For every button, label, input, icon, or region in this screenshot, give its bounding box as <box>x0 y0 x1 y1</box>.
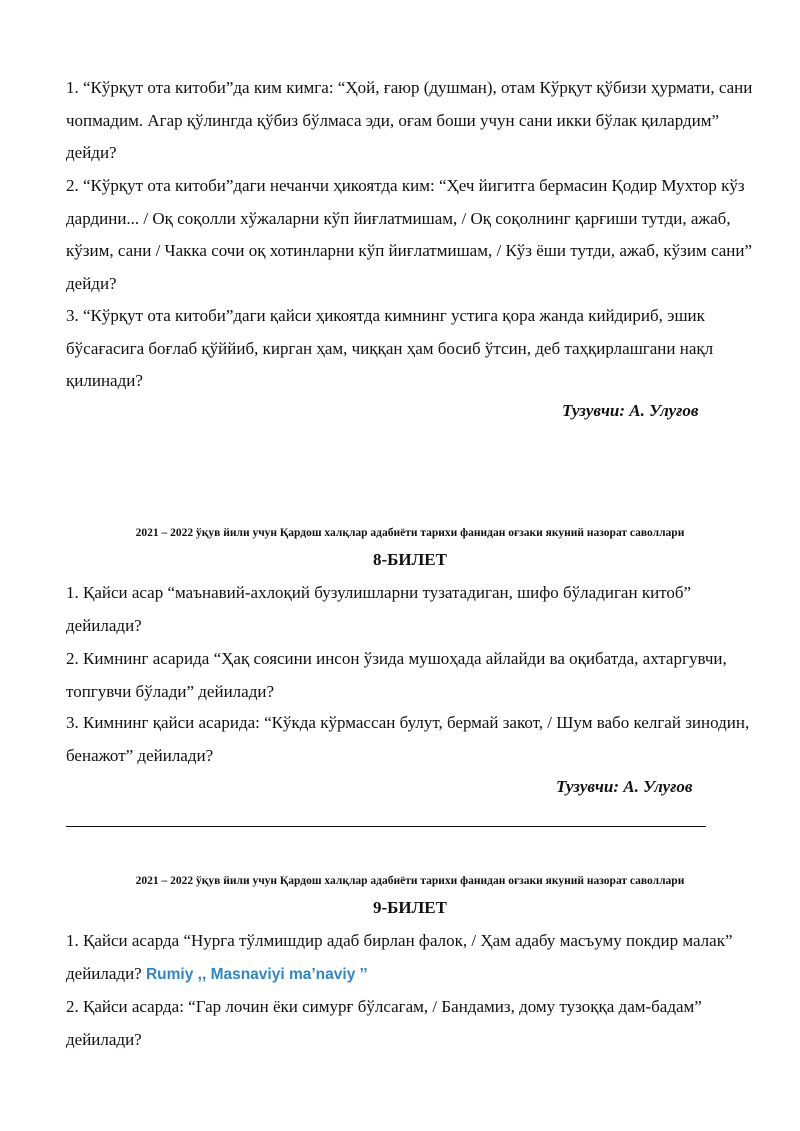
author-signature: Тузувчи: А. Улуғов <box>562 401 699 420</box>
ticket7-question-2: 2. “Кўрқут ота китоби”даги нечанчи ҳикоятда ким: “Ҳеч йигитга бермасин Қодир Мухтор кўз дардини... / Оқ соқолли хўжаларни кўп йиғлатмишам, / Оқ соқолнинг қарғиши тутди, ажаб, кўзим, сани / Чакка сочи оқ хотинларни кўп йиғлатмишам, / Кўз ёши тутди, ажаб, кўзим сани” дейди? <box>66 176 753 293</box>
ticket8-question-1: 1. Қайси асар “маънавий-ахлоқий бузулишларни тузатадиган, шифо бўладиган китоб” дейилади? <box>66 583 692 635</box>
section-divider <box>66 826 706 827</box>
ticket-title-9: 9-БИЛЕТ <box>373 898 447 917</box>
ticket9-question-1-text: 1. Қайси асарда “Нурга тўлмишдир адаб бирлан фалок, / Ҳам адабу масъуму покдир малак” дейилади? <box>66 931 733 983</box>
ticket9-question-2: 2. Қайси асарда: “Гар лочин ёки симурғ бўлсагам, / Бандамиз, дому тузоққа дам-бадам” дейилади? <box>66 997 702 1049</box>
ticket7-question-3: 3. “Кўрқут ота китоби”даги қайси ҳикоятда кимнинг устига қора жанда кийдириб, эшик бўсағасига боғлаб қўййиб, кирган ҳам, чиққан ҳам босиб ўтсин, деб таҳқирлашгани нақл қилинади? <box>66 306 714 390</box>
ticket8-question-3: 3. Кимнинг қайси асарида: “Кўкда кўрмассан булут, бермай закот, / Шум вабо келгай зинодин, бенажот” дейилади? <box>66 713 750 765</box>
ticket8-question-2: 2. Кимнинг асарида “Ҳақ соясини инсон ўзида мушоҳада айлайди ва оқибатда, ахтаргувчи, топгувчи бўлади” дейилади? <box>66 649 727 701</box>
ticket7-question-1: 1. “Кўрқут ота китоби”да ким кимга: “Ҳой, ғаюр (душман), отам Кўрқут қўбизи ҳурмати, сани чопмадим. Агар қўлингда қўбиз бўлмаса эди, оғам боши учун сани икки бўлак қилардим” дейди? <box>66 78 753 162</box>
ticket-title-8: 8-БИЛЕТ <box>373 550 447 569</box>
author-signature: Тузувчи: А. Улуғов <box>556 777 693 796</box>
exam-header: 2021 – 2022 ўқув йили учун Қардош халқлар адабиёти тарихи фанидан оғзаки якуний назорат саволлари <box>135 875 685 887</box>
handwritten-answer: Rumiy ,, Masnaviyi ma’naviy ’’ <box>145 965 368 983</box>
exam-header: 2021 – 2022 ўқув йили учун Қардош халқлар адабиёти тарихи фанидан оғзаки якуний назорат саволлари <box>135 527 685 539</box>
ticket9-question-1 <box>66 925 756 991</box>
